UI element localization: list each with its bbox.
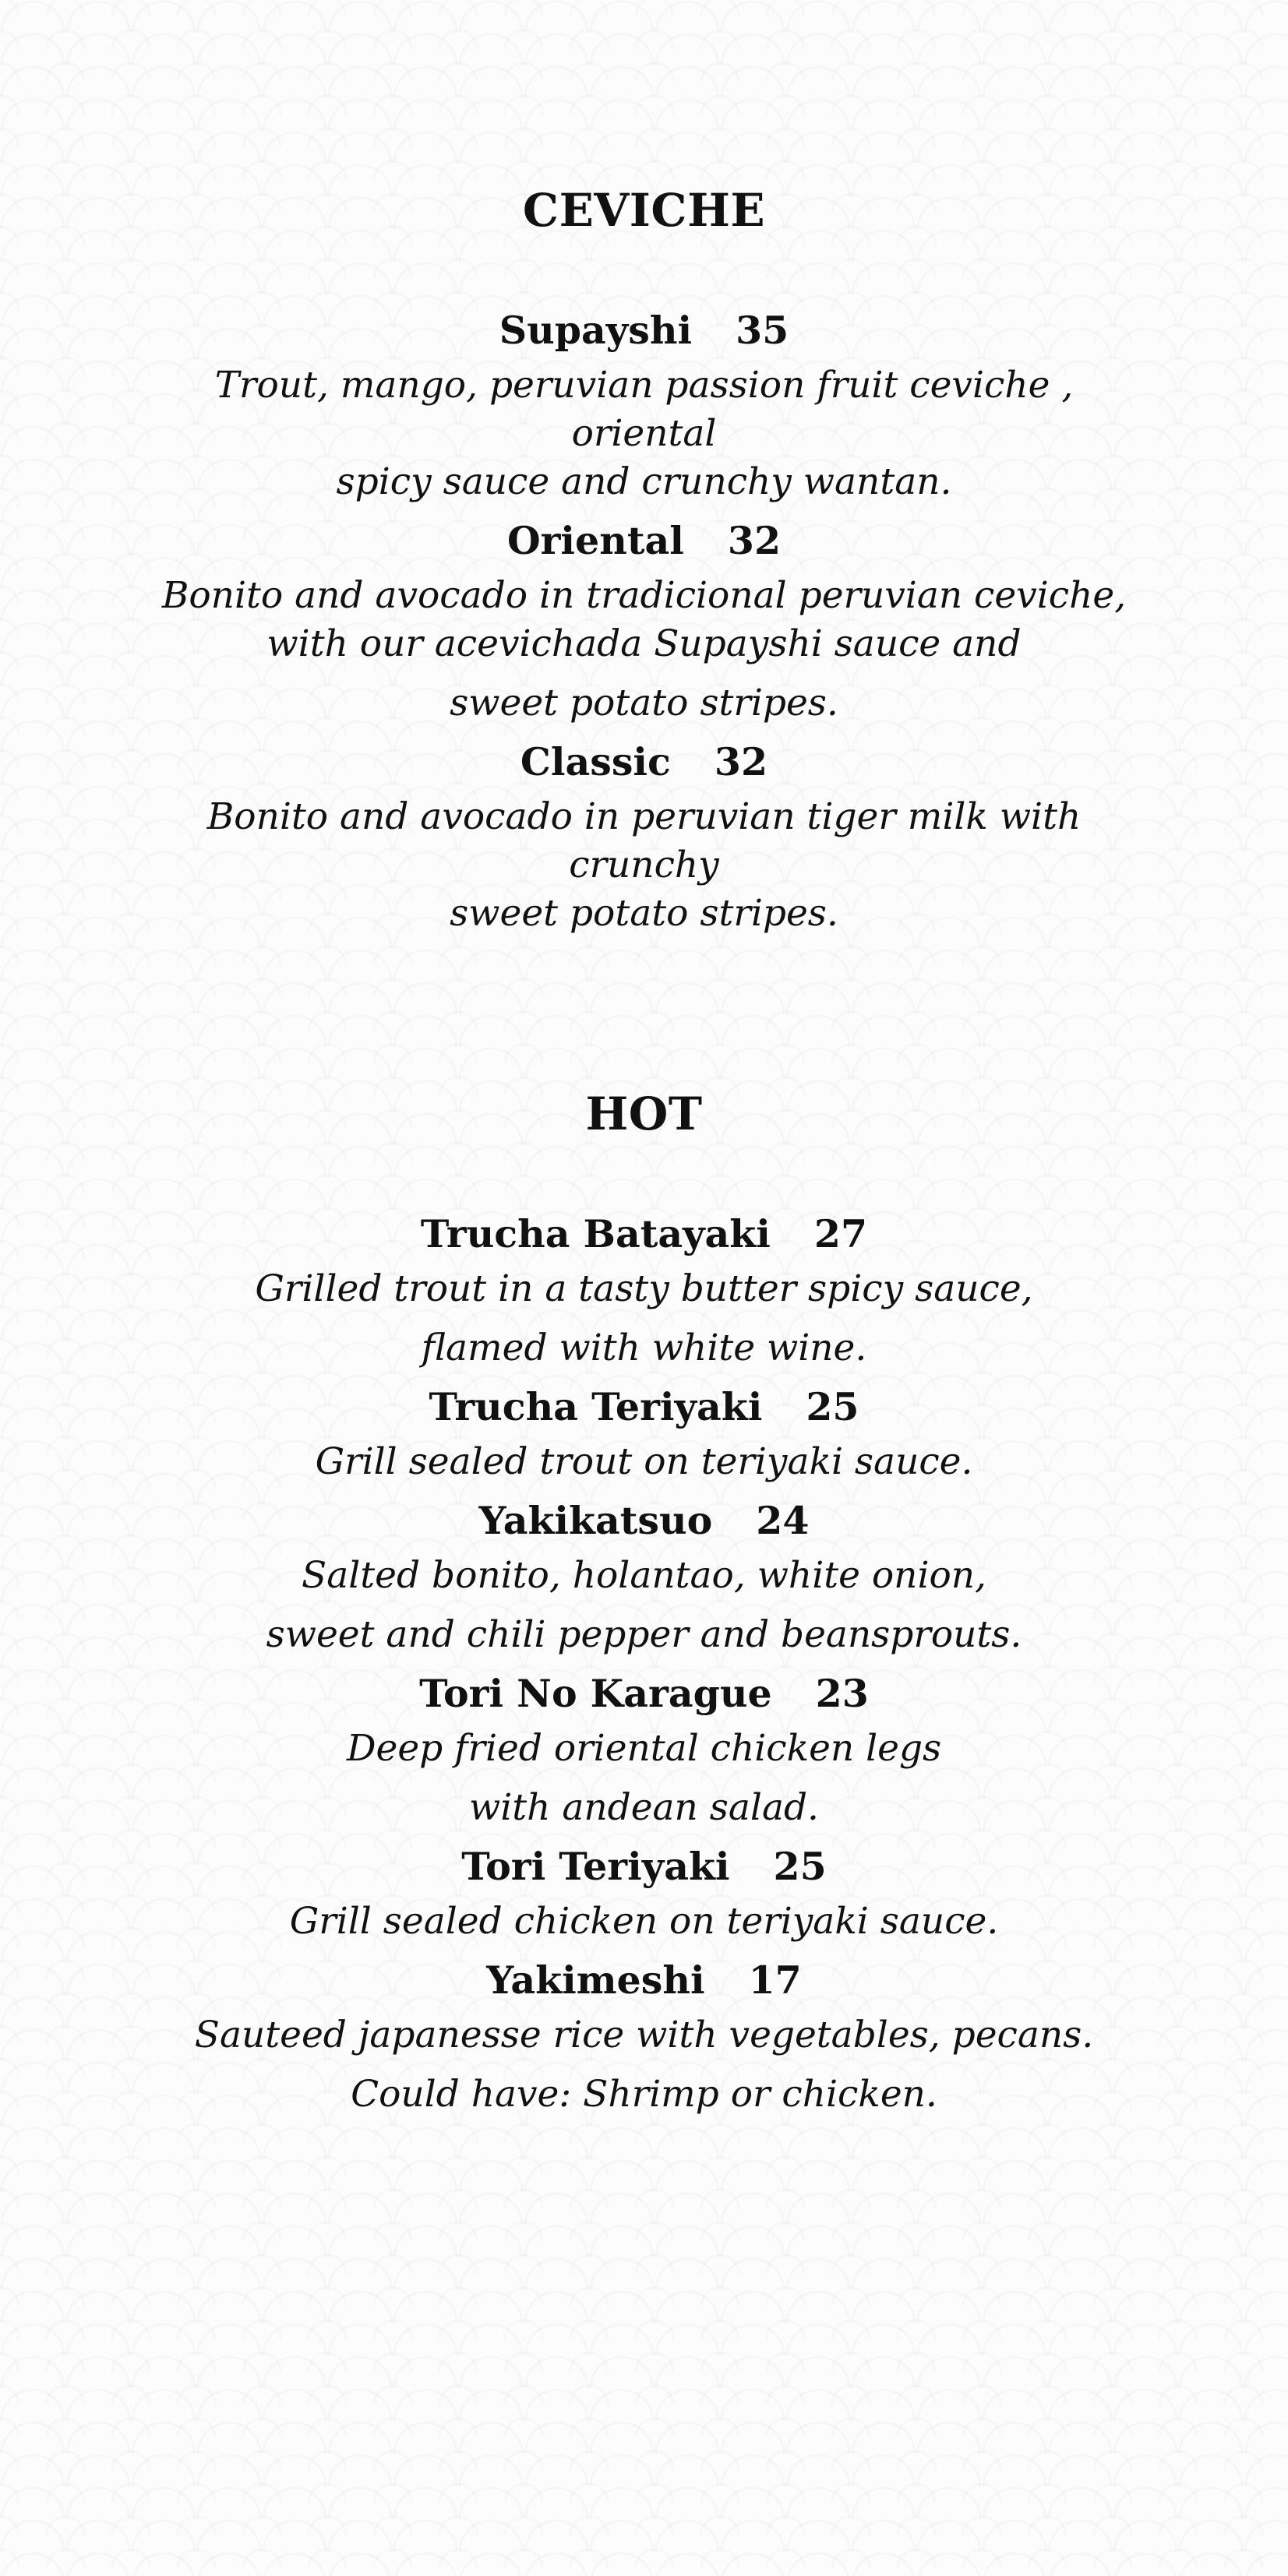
description-line: Sauteed japanesse rice with vegetables, pecans.: [194, 2014, 1094, 2056]
section-hot: [0, 1084, 1288, 2119]
item-header: [0, 1379, 1288, 1435]
item-description: [138, 2011, 1151, 2119]
section-title: CEVICHE: [522, 184, 766, 237]
item-description: [138, 1725, 1151, 1832]
item-description: [138, 1552, 1151, 1659]
item-description: [138, 1265, 1151, 1373]
description-line: Grilled trout in a tasty butter spicy sauce,: [255, 1267, 1033, 1310]
item-name: Supayshi: [499, 308, 693, 353]
description-line: Bonito and avocado in peruvian tiger milk with crunchy: [206, 795, 1082, 886]
item-name: Oriental: [506, 518, 684, 563]
description-line: Grill sealed trout on teriyaki sauce.: [315, 1440, 973, 1483]
item-name: Yakikatsuo: [478, 1498, 713, 1543]
description-line: spicy sauce and crunchy wantan.: [336, 460, 952, 503]
item-price: 25: [806, 1384, 859, 1429]
item-price: 27: [813, 1211, 868, 1256]
item-name: Trucha Teriyaki: [429, 1384, 763, 1429]
item-description: [138, 572, 1151, 728]
item-price: 23: [815, 1671, 869, 1716]
item-price: 25: [773, 1844, 827, 1889]
item-description: [138, 1438, 1151, 1486]
item-header: [0, 1952, 1288, 2008]
description-line: Bonito and avocado in tradicional peruvian ceviche,: [161, 574, 1127, 617]
item-name: Yakimeshi: [486, 1958, 705, 2003]
menu-item: [0, 1952, 1288, 2119]
description-line: Could have: Shrimp or chicken.: [351, 2073, 937, 2116]
item-header: [0, 734, 1288, 790]
item-description: [138, 793, 1151, 938]
menu-item: [0, 1379, 1288, 1486]
description-line: with our acevichada Supayshi sauce and: [266, 622, 1022, 665]
description-line: Salted bonito, holantao, white onion,: [302, 1554, 986, 1597]
menu-item: [0, 1206, 1288, 1373]
item-header: [0, 513, 1288, 569]
item-header: [0, 1206, 1288, 1262]
item-name: Trucha Batayaki: [420, 1211, 771, 1256]
description-line: Trout, mango, peruvian passion fruit ceviche , oriental: [214, 364, 1074, 455]
section-title: HOT: [585, 1087, 703, 1140]
description-line: sweet potato stripes.: [450, 682, 838, 724]
item-price: 17: [748, 1958, 802, 2003]
description-line: sweet and chili pepper and beansprouts.: [266, 1613, 1022, 1656]
menu-items: [0, 1206, 1288, 2119]
menu-item: [0, 1665, 1288, 1832]
item-name: Tori Teriyaki: [461, 1844, 730, 1889]
description-line: sweet potato stripes.: [450, 892, 838, 935]
description-line: Deep fried oriental chicken legs: [346, 1727, 942, 1770]
section-ceviche: [0, 181, 1288, 938]
menu-item: [0, 302, 1288, 506]
item-price: 32: [727, 518, 782, 563]
item-header: [0, 302, 1288, 358]
item-name: Tori No Karague: [419, 1671, 772, 1716]
description-line: Grill sealed chicken on teriyaki sauce.: [289, 1900, 999, 1943]
description-line: with andean salad.: [468, 1786, 819, 1829]
menu-item: [0, 1492, 1288, 1659]
item-header: [0, 1838, 1288, 1894]
item-description: [138, 1898, 1151, 1946]
description-line: flamed with white wine.: [421, 1327, 867, 1369]
item-name: Classic: [520, 739, 671, 784]
item-header: [0, 1665, 1288, 1721]
menu-items: [0, 302, 1288, 938]
item-price: 24: [756, 1498, 810, 1543]
menu-item: [0, 734, 1288, 938]
item-header: [0, 1492, 1288, 1549]
item-price: 32: [714, 739, 768, 784]
item-price: 35: [736, 308, 789, 353]
menu-item: [0, 1838, 1288, 1946]
menu-item: [0, 513, 1288, 728]
item-description: [138, 361, 1151, 506]
